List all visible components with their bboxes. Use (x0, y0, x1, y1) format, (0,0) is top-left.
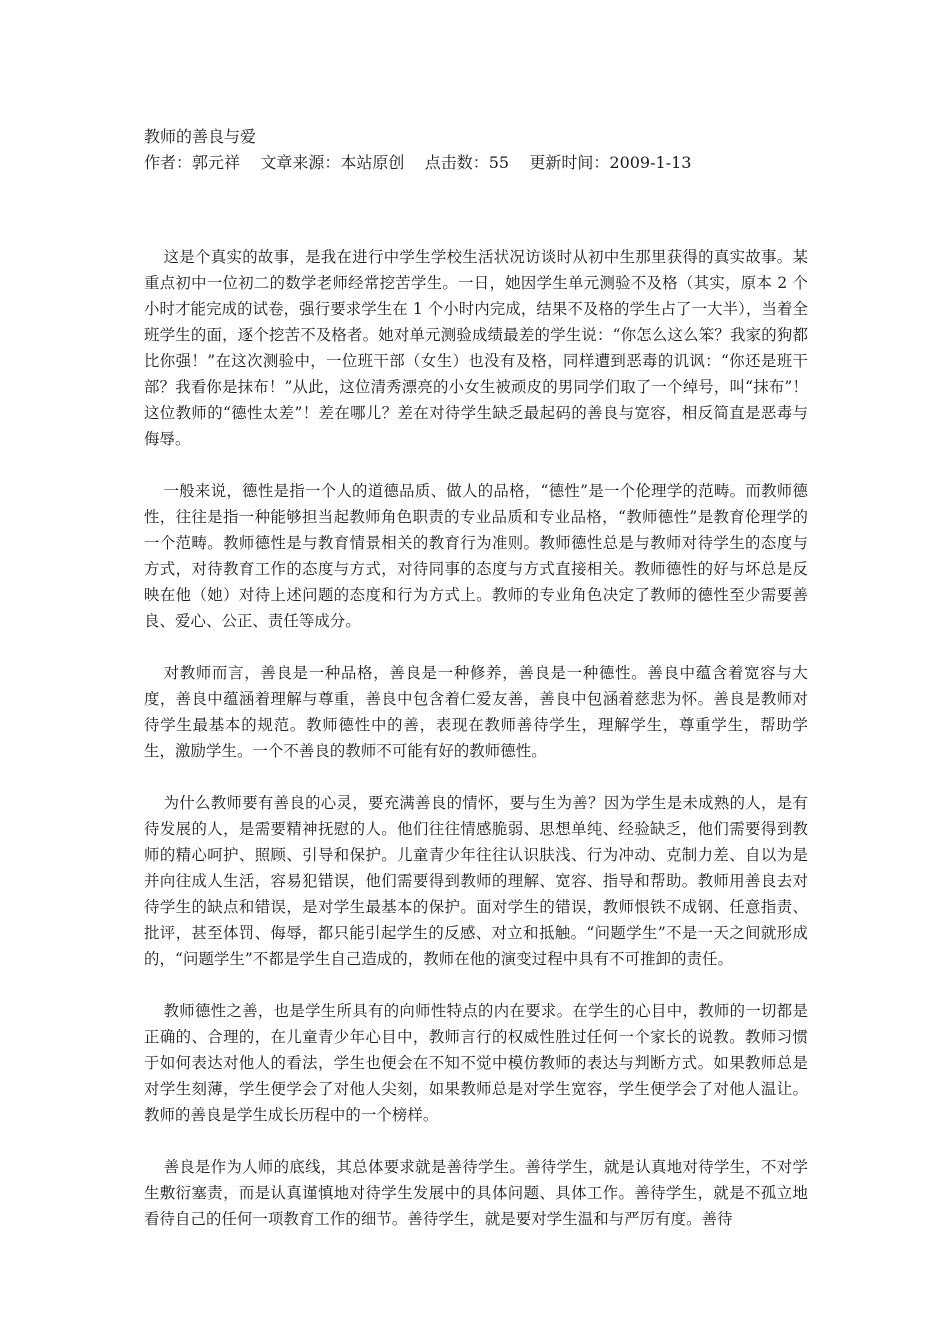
paragraph-3: 对教师而言，善良是一种品格，善良是一种修养，善良是一种德性。善良中蕴含着宽容与大度，善良中蕴涵着理解与尊重，善良中包含着仁爱友善，善良中包涵着慈悲为怀。善良是教师对待学生最基本的规范。教师德性中的善，表现在教师善待学生，理解学生，尊重学生，帮助学生，激励学生。一个不善良的教师不可能有好的教师德性。 (144, 664, 808, 760)
paragraph-4: 为什么教师要有善良的心灵，要充满善良的情怀，要与生为善？因为学生是未成熟的人，是有待发展的人，是需要精神抚慰的人。他们往往情感脆弱、思想单纯、经验缺乏，他们需要得到教师的精心呵护、照顾、引导和保护。儿童青少年往往认识肤浅、行为冲动、克制力差、自以为是并向往成人生活，容易犯错误，他们需要得到教师的理解、宽容、指导和帮助。教师用善良去对待学生的缺点和错误，是对学生最基本的保护。面对学生的错误，教师恨铁不成钢、任意指责、批评，甚至体罚、侮辱，都只能引起学生的反感、对立和抵触。“问题学生”不是一天之间就形成的，“问题学生”不都是学生自己造成的，教师在他的演变过程中具有不可推卸的责任。 (144, 794, 808, 968)
article-body (144, 244, 808, 1258)
paragraph-6: 善良是作为人师的底线，其总体要求就是善待学生。善待学生，就是认真地对待学生，不对学生敷衍塞责，而是认真谨慎地对待学生发展中的具体问题、具体工作。善待学生，就是不孤立地看待自己的任何一项教育工作的细节。善待学生，就是要对学生温和与严厉有度。善待 (144, 1158, 808, 1228)
paragraph-1: 这是个真实的故事，是我在进行中学生学校生活状况访谈时从初中生那里获得的真实故事。某重点初中一位初二的数学老师经常挖苦学生。一日，她因学生单元测验不及格（其实，原本 2 个小时才能完成的试卷，强行要求学生在 1 个小时内完成，结果不及格的学生占了一大半），当着全班学生的面，逐个挖苦不及格者。她对单元测验成绩最差的学生说：“你怎么这么笨？我家的狗都比你强！”在这次测验中，一位班干部（女生）也没有及格，同样遭到恶毒的讥讽：“你还是班干部？我看你是抹布！”从此，这位清秀漂亮的小女生被顽皮的男同学们取了一个绰号，叫“抹布”！这位教师的“德性太差”！差在哪儿？差在对待学生缺乏最起码的善良与宽容，相反简直是恶毒与侮辱。 (144, 248, 808, 448)
article-meta: 作者：郭元祥 文章来源：本站原创 点击数：55 更新时间：2009-1-13 (144, 153, 692, 172)
article-title: 教师的善良与爱 (144, 127, 257, 146)
paragraph-5: 教师德性之善，也是学生所具有的向师性特点的内在要求。在学生的心目中，教师的一切都是正确的、合理的，在儿童青少年心目中，教师言行的权威性胜过任何一个家长的说教。教师习惯于如何表达对他人的看法，学生也便会在不知不觉中模仿教师的表达与判断方式。如果教师总是对学生刻薄，学生便学会了对他人尖刻，如果教师总是对学生宽容，学生便学会了对他人温让。教师的善良是学生成长历程中的一个榜样。 (144, 1002, 808, 1124)
paragraph-2: 一般来说，德性是指一个人的道德品质、做人的品格，“德性”是一个伦理学的范畴。而教师德性，往往是指一种能够担当起教师角色职责的专业品质和专业品格，“教师德性”是教育伦理学的一个范畴。教师德性是与教育情景相关的教育行为准则。教师德性总是与教师对待学生的态度与方式，对待教育工作的态度与方式，对待同事的态度与方式直接相关。教师德性的好与坏总是反映在他（她）对待上述问题的态度和行为方式上。教师的专业角色决定了教师的德性至少需要善良、爱心、公正、责任等成分。 (144, 482, 808, 630)
